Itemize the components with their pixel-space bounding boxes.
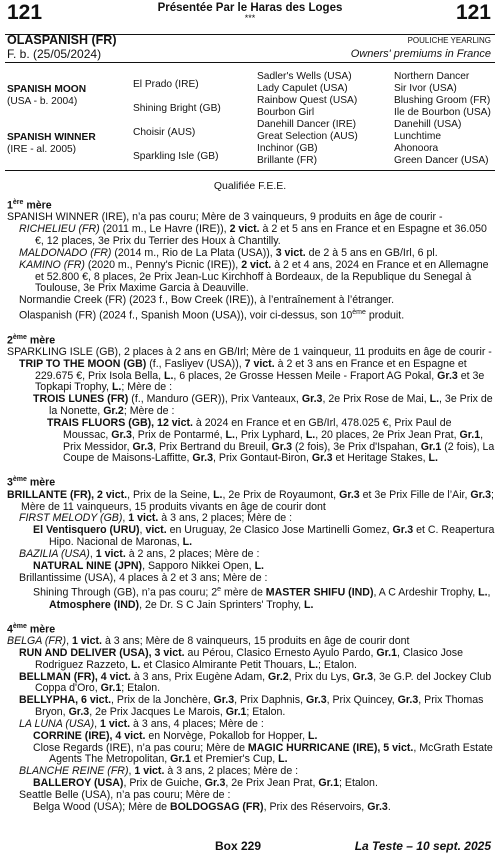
lot-number-left: 121 xyxy=(7,1,43,24)
ped-gen3-7: Inchinor (GB) xyxy=(257,143,318,154)
sire-info: (USA - b. 2004) xyxy=(7,96,78,107)
ped-gen2-3: Choisir (AUS) xyxy=(133,127,196,138)
box-number: Box 229 xyxy=(215,839,262,853)
produce-line: TRAIS FLUORS (GB), 12 vict. à 2024 en France et en GB/Irl, 478.025 €, Prix Paul de Moussac, Gr.3, Prix de Pontarmé, L., Prix Lyphard, L., 20 places, 2e Prix Jean Prat, Gr.1, Prix Messidor, Gr.3, Prix Bertrand du Breuil, Gr.3 (2 fois), 3e Prix d'Ispahan, Gr.1 (2 fois), La Coupe de Maisons-Laffitte, Gr.3, Prix Gontaut-Biron, Gr.3 et Heritage Stakes, L. xyxy=(47,416,495,465)
ped-gen4-7: Ahonoora xyxy=(394,143,439,154)
dam-name: SPANISH WINNER xyxy=(7,132,96,143)
ped-gen2-1: El Prado (IRE) xyxy=(133,79,199,90)
ped-gen4-8: Green Dancer (USA) xyxy=(394,155,489,166)
produce-line: CORRINE (IRE), 4 vict. en Norvège, Pokallob for Hopper, L. xyxy=(33,729,318,742)
produce-line: Brillantissime (USA), 4 places à 2 et 3 ans; Mère de : xyxy=(19,571,268,584)
owners-premiums: Owners' premiums in France xyxy=(350,48,491,60)
sire-name: SPANISH MOON xyxy=(7,84,87,95)
ped-gen4-6: Lunchtime xyxy=(394,131,442,142)
sex-birth: F. b. (25/05/2024) xyxy=(7,47,102,61)
horse-name: OLASPANISH (FR) xyxy=(7,33,117,47)
produce-line: TRIP TO THE MOON (GB) (f., Fasliyev (USA)), 7 vict. à 2 et 3 ans en France et en Espagne et 229.675 €, Prix Isola Bella, L., 6 places, 2e Grosse Hessen Meile - Fraport AG Pokal, Gr.3 et 3e Topkapi Trophy, L.; Mère de : xyxy=(19,357,485,394)
category-label: POULICHE YEARLING xyxy=(407,36,491,45)
ped-gen4-1: Northern Dancer xyxy=(394,71,470,82)
produce-line: TROIS LUNES (FR) (f., Manduro (GER)), Prix Vanteaux, Gr.3, 2e Prix Rose de Mai, L., 3e Prix de la Nonette, Gr.2; Mère de : xyxy=(33,393,493,418)
ped-gen4-2: Sir Ivor (USA) xyxy=(394,83,457,94)
ped-gen3-1: Sadler's Wells (USA) xyxy=(257,71,352,82)
produce-line: KAMINO (FR) (2020 m., Penny's Picnic (IRE)), 2 vict. à 2 et 4 ans, 2024 en France et en Allemagne et 52.800 €, 8 places, 2e Prix Jean-Luc Kirchhoff à Bordeaux, de la Republique du Senegal à Toulouse, 3e Prix Maxime Garcia à Deauville. xyxy=(19,258,489,295)
ped-gen4-4: Ile de Bourbon (USA) xyxy=(394,107,491,118)
ped-gen3-3: Rainbow Quest (USA) xyxy=(257,95,358,106)
produce-line: NATURAL NINE (JPN), Sapporo Nikkei Open, L. xyxy=(33,559,264,572)
sale-date-location: La Teste – 10 sept. 2025 xyxy=(354,839,491,853)
produce-line: Belga Wood (USA); Mère de BOLDOGSAG (FR), Prix des Réservoirs, Gr.3. xyxy=(33,800,391,813)
pedigree-bottom-rule xyxy=(5,170,495,171)
produce-line: Olaspanish (FR) (2024 f., Spanish Moon (USA)), voir ci-dessus, son 10ème produit. xyxy=(19,309,405,322)
produce-line: BELGA (FR), 1 vict. à 3 ans; Mère de 8 vainqueurs, 15 produits en âge de courir dont xyxy=(7,635,410,648)
produce-line: FIRST MELODY (GB), 1 vict. à 3 ans, 2 places; Mère de : xyxy=(19,512,293,525)
lot-number-right: 121 xyxy=(455,1,491,24)
ped-gen3-8: Brillante (FR) xyxy=(257,155,318,166)
produce-line: BLANCHE REINE (FR), 1 vict. à 3 ans, 2 places; Mère de : xyxy=(19,765,299,778)
section-title-dam-2: 2ème mère xyxy=(7,333,56,347)
ped-gen4-5: Danehill (USA) xyxy=(394,119,462,130)
ped-gen3-5: Danehill Dancer (IRE) xyxy=(257,119,357,130)
stars-mark: *** xyxy=(244,13,256,23)
produce-record xyxy=(7,197,495,814)
ped-gen2-4: Sparkling Isle (GB) xyxy=(133,151,219,162)
produce-line: Shining Through (GB), n’a pas couru; 2e mère de MASTER SHIFU (IND), A C Ardeshir Trophy, L., Atmosphere (IND), 2e Dr. S C Jain Sprinters' Trophy, L. xyxy=(33,586,491,611)
presenter-title: Présentée Par le Haras des Loges xyxy=(157,2,343,14)
ped-gen2-2: Shining Bright (GB) xyxy=(133,103,221,114)
ped-gen3-4: Bourbon Girl xyxy=(257,107,315,118)
produce-line: BELLYPHA, 6 vict., Prix de la Jonchère, Gr.3, Prix Daphnis, Gr.3, Prix Quincey, Gr.3, Prix Thomas Bryon, Gr.3, 2e Prix Jacques Le Marois, Gr.1; Etalon. xyxy=(19,694,484,719)
qualification-note: Qualifiée F.E.E. xyxy=(213,180,287,192)
produce-line: BRILLANTE (FR), 2 vict., Prix de la Seine, L., 2e Prix de Royaumont, Gr.3 et 3e Prix Fille de l’Air, Gr.3; Mère de 11 vainqueurs, 15 produits vivants en âge de courir dont xyxy=(7,488,494,513)
produce-line: SPARKLING ISLE (GB), 2 places à 2 ans en GB/Irl; Mère de 1 vainqueur, 11 produits en âge de courir - xyxy=(7,345,492,358)
section-title-dam-4: 4ème mère xyxy=(7,622,56,636)
ped-gen3-6: Great Selection (AUS) xyxy=(257,131,358,142)
dam-info: (IRE - al. 2005) xyxy=(7,144,77,155)
produce-line: BELLMAN (FR), 4 vict. à 3 ans, Prix Eugène Adam, Gr.2, Prix du Lys, Gr.3, 3e G.P. del Jockey Club Coppa d'Oro, Gr.1; Etalon. xyxy=(19,670,492,695)
produce-line: LA LUNA (USA), 1 vict. à 3 ans, 4 places; Mère de : xyxy=(19,717,264,730)
produce-line: MALDONADO (FR) (2014 m., Rio de La Plata (USA)), 3 vict. de 2 à 5 ans en GB/Irl, 6 pl. xyxy=(19,246,438,259)
produce-line: BALLEROY (USA), Prix de Guiche, Gr.3, 2e Prix Jean Prat, Gr.1; Etalon. xyxy=(33,777,378,790)
produce-line: El Ventisquero (URU), vict. en Uruguay, 2e Clasico Jose Martinelli Gomez, Gr.3 et C. Reapertura Hipo. Nacional de Maronas, L. xyxy=(33,524,495,549)
produce-line: Seattle Belle (USA), n’a pas couru; Mère de : xyxy=(19,789,231,801)
ped-gen3-2: Lady Capulet (USA) xyxy=(257,83,348,94)
ped-gen4-3: Blushing Groom (FR) xyxy=(394,95,491,106)
produce-line: Normandie Creek (FR) (2023 f., Bow Creek (IRE)), à l’entraînement à l’étranger. xyxy=(19,294,395,307)
pedigree-top-rule xyxy=(5,62,495,63)
produce-line: RICHELIEU (FR) (2011 m., Le Havre (IRE)), 2 vict. à 2 et 5 ans en France et en Espagne et 36.050 €, 12 places, 3e Prix du Terrier des Houx à Chantilly. xyxy=(19,223,487,248)
produce-line: Close Regards (IRE), n’a pas couru; Mère de MAGIC HURRICANE (IRE), 5 vict., McGrath Estate Agents The Metropolitan, Gr.1 et Premier's Cup, L. xyxy=(33,741,493,766)
produce-line: BAZILIA (USA), 1 vict. à 2 ans, 2 places; Mère de : xyxy=(19,547,260,560)
produce-line: RUN AND DELIVER (USA), 3 vict. au Pérou, Clasico Ernesto Ayulo Pardo, Gr.1, Clasico Jose Rodriguez Razzeto, L. et Clasico Almirante Petit Thouars, L.; Etalon. xyxy=(19,646,463,671)
section-title-dam-3: 3ème mère xyxy=(7,476,56,489)
section-title-dam-1: 1ère mère xyxy=(7,199,52,212)
produce-line: SPANISH WINNER (IRE), n’a pas couru; Mère de 3 vainqueurs, 9 produits en âge de courir - xyxy=(7,211,443,224)
